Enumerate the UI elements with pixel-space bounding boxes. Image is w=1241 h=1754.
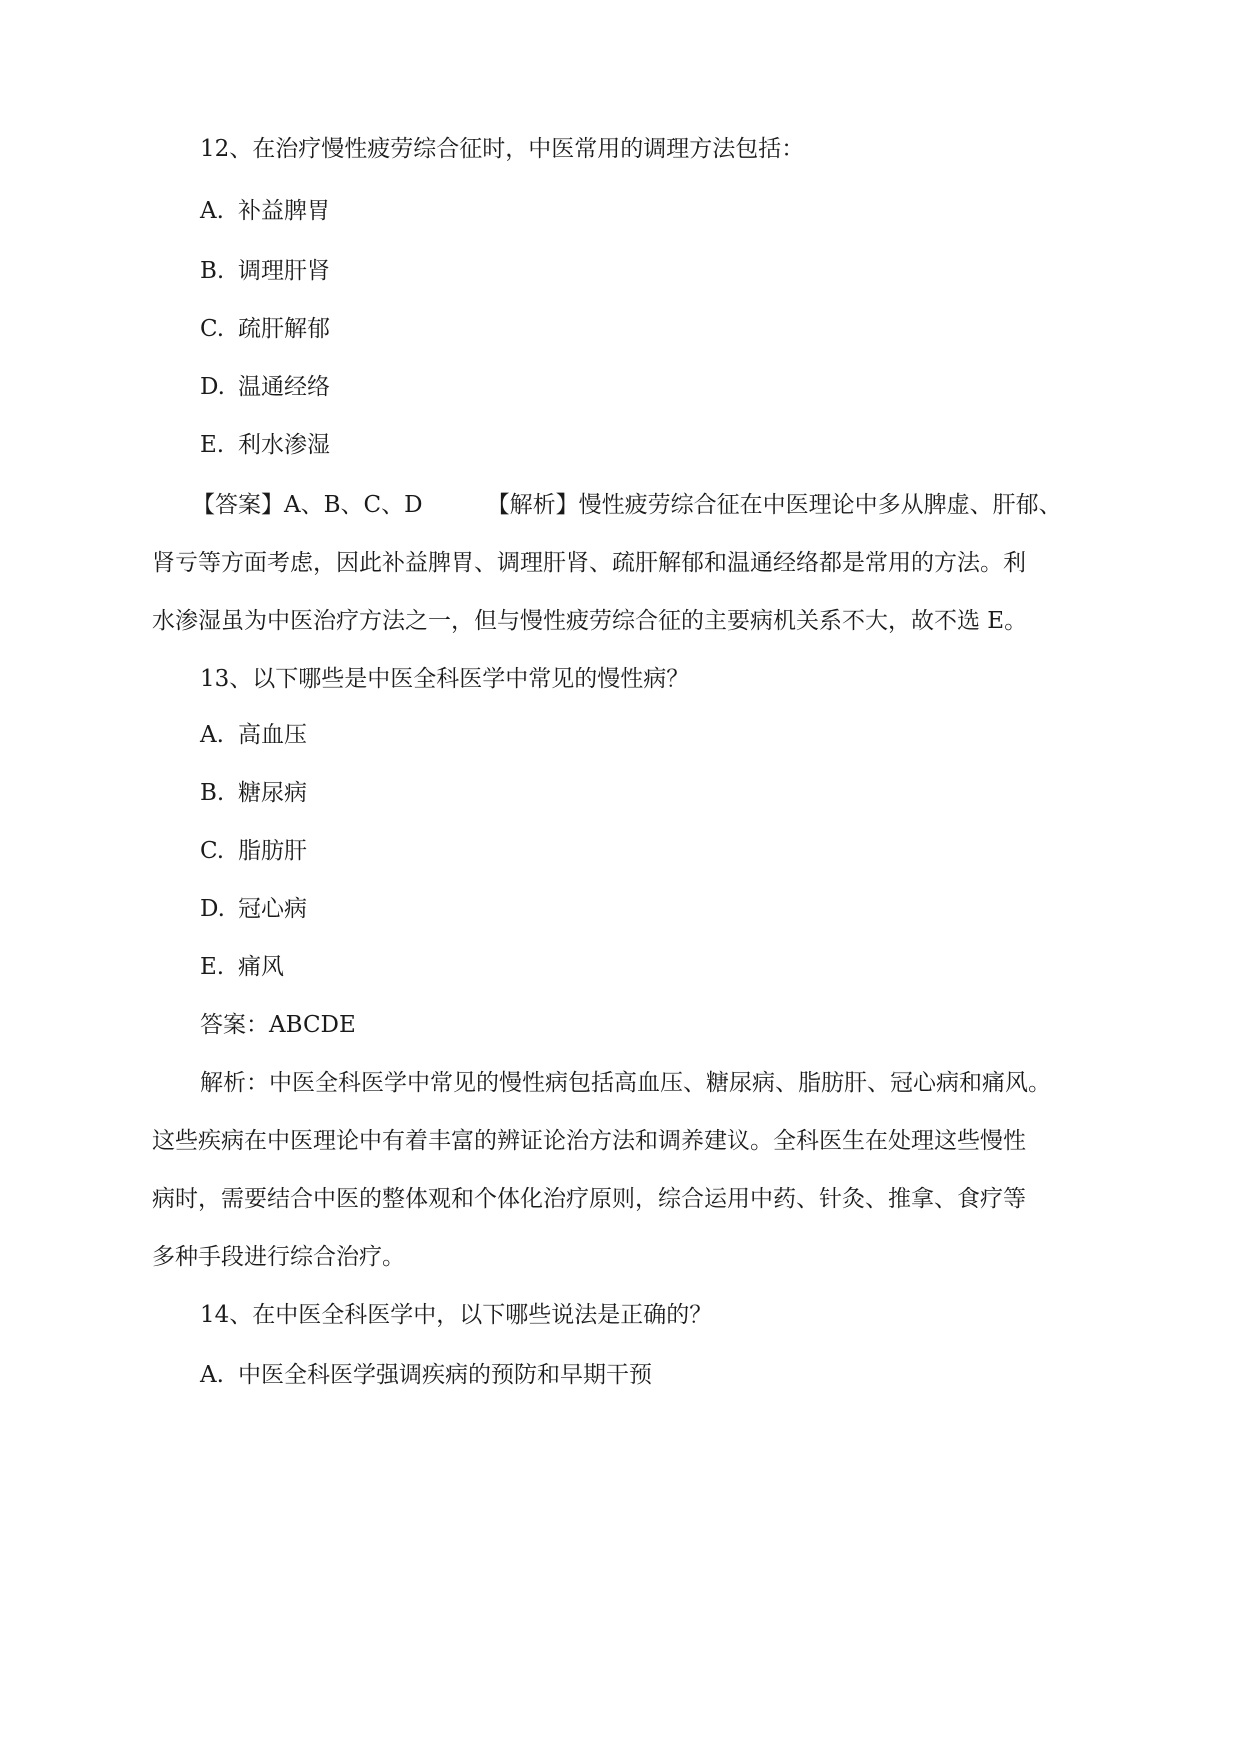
question-13-option-d [200,894,307,924]
question-12-option-d [200,372,330,402]
analysis-line: 多种手段进行综合治疗。 [152,1244,405,1270]
question-13-answer: 答案：ABCDE [200,1012,356,1038]
option-text: 中医全科医学强调疾病的预防和早期干预 [238,1362,652,1388]
answer-text: 【答案】A、B、C、D [192,492,423,518]
option-text: 高血压 [238,722,307,748]
option-letter: E. [200,432,225,458]
option-letter: D. [200,374,225,400]
question-12-option-c [200,314,330,344]
option-text: 脂肪肝 [238,838,307,864]
analysis-line: 【解析】慢性疲劳综合征在中医理论中多从脾虚、肝郁、 [486,492,1062,518]
analysis-line: 解析：中医全科医学中常见的慢性病包括高血压、糖尿病、脂肪肝、冠心病和痛风。 [200,1070,1051,1096]
question-13-option-a [200,720,307,750]
option-letter: C. [200,316,225,342]
question-12-stem: 12、在治疗慢性疲劳综合征时，中医常用的调理方法包括： [200,136,805,162]
analysis-line: 肾亏等方面考虑，因此补益脾胃、调理肝肾、疏肝解郁和温通经络都是常用的方法。利 [152,550,1026,576]
option-letter: A. [200,722,224,748]
question-14-stem: 14、在中医全科医学中，以下哪些说法是正确的？ [200,1302,713,1328]
option-text: 冠心病 [238,896,307,922]
question-12-option-e [200,430,330,460]
question-13-stem: 13、以下哪些是中医全科医学中常见的慢性病？ [200,666,690,692]
option-letter: D. [200,896,225,922]
analysis-line: 这些疾病在中医理论中有着丰富的辨证论治方法和调养建议。全科医生在处理这些慢性 [152,1128,1026,1154]
option-letter: C. [200,838,225,864]
option-text: 痛风 [238,954,284,980]
option-text: 糖尿病 [238,780,307,806]
option-letter: B. [200,258,225,284]
analysis-line: 水渗湿虽为中医治疗方法之一，但与慢性疲劳综合征的主要病机关系不大，故不选 E。 [152,608,1028,634]
option-letter: A. [200,1362,224,1388]
question-13-option-b [200,778,307,808]
option-text: 补益脾胃 [238,198,330,224]
analysis-line: 病时，需要结合中医的整体观和个体化治疗原则，综合运用中药、针灸、推拿、食疗等 [152,1186,1026,1212]
option-text: 温通经络 [238,374,330,400]
option-letter: A. [200,198,224,224]
question-13-option-e [200,952,284,982]
question-14-option-a [200,1360,652,1390]
option-letter: B. [200,780,225,806]
option-text: 调理肝肾 [238,258,330,284]
option-letter: E. [200,954,225,980]
question-12-option-b [200,256,330,286]
question-12-option-a [200,196,330,226]
question-12-answer-analysis [192,490,1062,520]
option-text: 疏肝解郁 [238,316,330,342]
option-text: 利水渗湿 [238,432,330,458]
question-13-option-c [200,836,307,866]
